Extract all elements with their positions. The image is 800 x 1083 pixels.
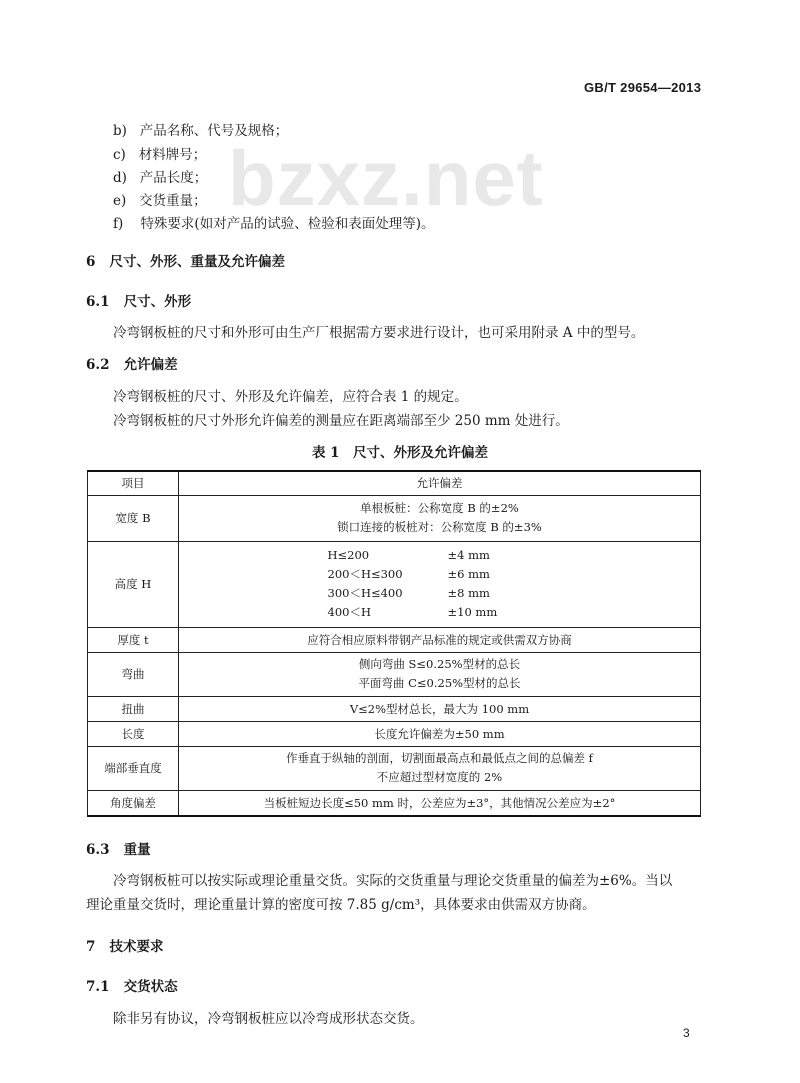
row-value: 当板桩短边长度≤50 mm 时，公差应为±3°，其他情况公差应为±2° (179, 790, 701, 816)
table-row (88, 495, 701, 541)
list-item (113, 119, 288, 139)
list-item (113, 212, 434, 232)
row-label: 端部垂直度 (88, 746, 179, 790)
section-heading: 7 技术要求 (86, 939, 164, 955)
table-row (88, 541, 701, 627)
table-caption: 表 1 尺寸、外形及允许偏差 (311, 445, 489, 461)
list-item (113, 143, 206, 163)
row-value: 侧向弯曲 S≤0.25%型材的总长 平面弯曲 C≤0.25%型材的总长 (179, 652, 701, 696)
paragraph: 冷弯钢板桩的尺寸外形允许偏差的测量应在距离端部至少 250 mm 处进行。 (113, 413, 569, 429)
list-marker: e) (113, 193, 127, 209)
list-text: 产品长度； (139, 170, 208, 186)
list-item (113, 189, 207, 209)
table-row (88, 627, 701, 652)
list-text: 交货重量； (139, 193, 207, 209)
row-value: V≤2%型材总长，最大为 100 mm (179, 696, 701, 721)
row-value: 单根板桩：公称宽度 B 的±2% 锁口连接的板桩对：公称宽度 B 的±3% (179, 495, 701, 541)
watermark: bzxz.net (228, 134, 544, 222)
subsection-heading: 6.2 允许偏差 (86, 357, 178, 373)
row-value: H≤200 ±4 mm 200＜H≤300 ±6 mm 300＜H≤400 ±8 mm 400＜H ±10 mm (179, 541, 701, 627)
list-text: 材料牌号； (138, 147, 207, 163)
row-value: 应符合相应原料带钢产品标准的规定或供需双方协商 (179, 627, 701, 652)
standard-number: GB/T 29654—2013 (584, 80, 702, 95)
row-value: 长度允许偏差为±50 mm (179, 721, 701, 746)
section-heading: 6 尺寸、外形、重量及允许偏差 (86, 254, 286, 270)
subsection-heading: 7.1 交货状态 (86, 979, 178, 995)
list-marker: d) (113, 170, 127, 186)
row-value: 作垂直于纵轴的剖面，切割面最高点和最低点之间的总偏差 f 不应超过型材宽度的 2% (179, 746, 701, 790)
row-label: 宽度 B (88, 495, 179, 541)
list-item (113, 166, 207, 186)
page-number: 3 (683, 1026, 690, 1040)
list-marker: b) (113, 123, 127, 139)
row-label: 扭曲 (88, 696, 179, 721)
table-row (88, 746, 701, 790)
row-label: 角度偏差 (88, 790, 179, 816)
list-text: 产品名称、代号及规格； (139, 123, 289, 139)
table-row (88, 790, 701, 816)
paragraph: 冷弯钢板桩可以按实际或理论重量交货。实际的交货重量与理论交货重量的偏差为±6%。当以 (113, 873, 673, 889)
list-marker: f) (113, 216, 124, 232)
subsection-heading: 6.3 重量 (86, 842, 151, 858)
list-marker: c) (113, 147, 126, 163)
table-row (88, 721, 701, 746)
paragraph: 除非另有协议，冷弯钢板桩应以冷弯成形状态交货。 (113, 1011, 424, 1027)
tolerance-table (87, 470, 701, 817)
row-label: 高度 H (88, 541, 179, 627)
table-header-row (88, 471, 701, 495)
table-row (88, 652, 701, 696)
paragraph: 理论重量交货时，理论重量计算的密度可按 7.85 g/cm³，具体要求由供需双方协商。 (86, 897, 596, 913)
row-label: 弯曲 (88, 652, 179, 696)
row-label: 厚度 t (88, 627, 179, 652)
paragraph: 冷弯钢板桩的尺寸和外形可由生产厂根据需方要求进行设计，也可采用附录 A 中的型号。 (113, 325, 645, 341)
subsection-heading: 6.1 尺寸、外形 (86, 294, 192, 310)
header-cell-value: 允许偏差 (179, 471, 701, 495)
table-row (88, 696, 701, 721)
list-text: 特殊要求(如对产品的试验、检验和表面处理等)。 (140, 216, 435, 232)
paragraph: 冷弯钢板桩的尺寸、外形及允许偏差，应符合表 1 的规定。 (113, 389, 468, 405)
row-label: 长度 (88, 721, 179, 746)
header-cell-item: 项目 (88, 471, 179, 495)
